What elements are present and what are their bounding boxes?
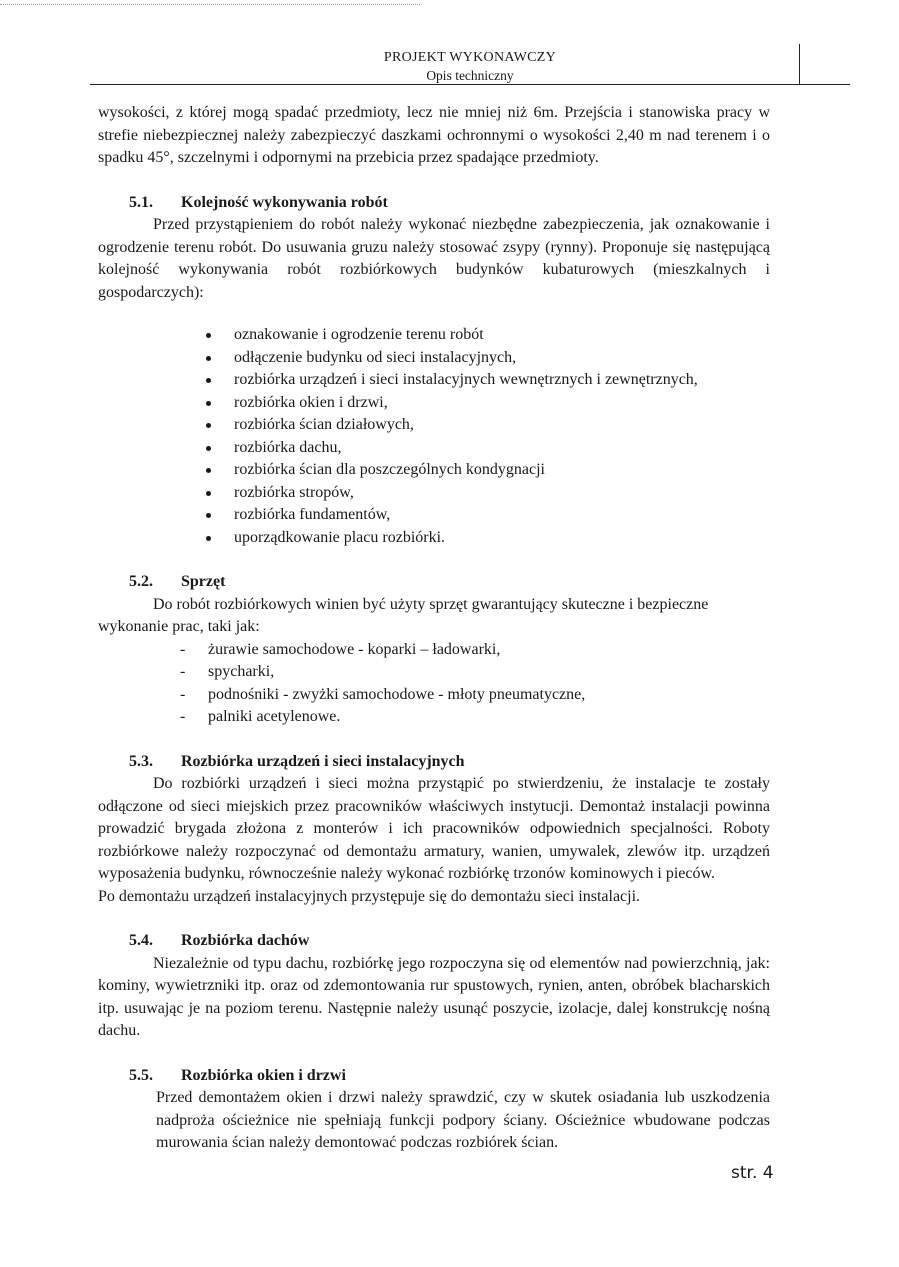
section-heading [129,571,770,594]
section-heading [129,930,770,953]
section-paragraph: Do rozbiórki urządzeń i sieci można przystąpić po stwierdzeniu, że instalacje te zostały odłączone od sieci miejskich przez pracowników właściwych instytucji. Demontaż instalacji powinna prowadzić brygada złożona z monterów i ich pracowników odpowiednich specjalności. Roboty rozbiórkowe należy rozpoczynać od demontażu armatury, wanien, umywalek, zlewów itp. urządzeń wyposażenia budynku, równocześnie należy wykonać rozbiórkę trzonów kominowych i pieców. [98,775,770,882]
section-paragraph: Przed demontażem okien i drzwi należy sprawdzić, czy w skutek osiadania lub uszkodzenia nadproża ościeżnice nie spełniają funkcji podpory ściany. Ościeżnice wbudowane podczas murowania ścian należy demontować podczas rozbiórek ścian. [156,1089,770,1151]
section-5-2 [98,571,770,729]
section-5-4 [98,930,770,1043]
list-item: rozbiórka dachu, [206,437,770,460]
list-item: - spycharki, [178,661,770,684]
header-title: PROJEKT WYKONAWCZY [383,50,557,65]
dash-list [98,639,770,729]
list-item: rozbiórka fundamentów, [206,504,770,527]
section-title: Rozbiórka urządzeń i sieci instalacyjnych [181,752,465,770]
bullet-list [98,324,770,549]
section-number: 5.1. [129,193,153,211]
section-5-5 [98,1065,770,1155]
document-body [98,102,770,1155]
list-item: - żurawie samochodowe - koparki – ładowarki, [178,639,770,662]
header-rule [90,84,850,85]
section-title: Rozbiórka okien i drzwi [181,1066,346,1084]
scan-artifact-line [0,4,420,5]
section-number: 5.2. [129,573,153,590]
list-item: uporządkowanie placu rozbiórki. [206,527,770,550]
section-heading [129,1065,770,1088]
list-item: oznakowanie i ogrodzenie terenu robót [206,324,770,347]
section-title: Kolejność wykonywania robót [181,193,388,211]
section-title: Rozbiórka dachów [181,932,310,949]
section-title: Sprzęt [181,573,226,590]
section-paragraph: Niezależnie od typu dachu, rozbiórkę jego rozpoczyna się od elementów nad powierzchnią, jak: kominy, wywietrzniki itp. oraz od zdemontowania rur spustowych, rynien, anten, obróbek blacharskich itp. usuwając je na poziom terenu. Następnie należy usunąć poszycie, izolacje, dalej konstrukcję nośną dachu. [98,954,770,1039]
list-item: odłączenie budynku od sieci instalacyjnych, [206,347,770,370]
list-item: rozbiórka ścian działowych, [206,414,770,437]
section-5-3 [98,751,770,909]
page-number: str. 4 [731,1163,774,1183]
section-paragraph-2: Po demontażu urządzeń instalacyjnych przystępuje się do demontażu sieci instalacji. [98,887,641,905]
intro-paragraph: wysokości, z której mogą spadać przedmioty, lecz nie mniej niż 6m. Przejścia i stanowiska pracy w strefie niebezpiecznej należy zabezpieczyć daszkami ochronnymi o wysokości 2,40 m nad terenem i o spadku 45°, szczelnymi i odpornymi na przebicia przez spadające przedmioty. [98,104,770,166]
section-heading [129,192,770,215]
header-vertical-mark [799,44,800,84]
section-number: 5.4. [129,932,153,949]
section-number: 5.3. [129,752,153,770]
list-item: rozbiórka okien i drzwi, [206,392,770,415]
list-item: rozbiórka ścian dla poszczególnych kondygnacji [206,459,770,482]
list-item: rozbiórka urządzeń i sieci instalacyjnych wewnętrznych i zewnętrznych, [206,369,770,392]
header-subtitle: Opis techniczny [426,68,514,83]
section-number: 5.5. [129,1066,153,1084]
list-item: rozbiórka stropów, [206,482,770,505]
list-item: - palniki acetylenowe. [178,706,770,729]
list-item: - podnośniki - zwyżki samochodowe - młoty pneumatyczne, [178,684,770,707]
page-header [90,50,850,86]
section-heading [129,751,770,774]
section-paragraph: Do robót rozbiórkowych winien być użyty sprzęt gwarantujący skuteczne i bezpieczne wykonanie prac, taki jak: [98,595,709,635]
section-paragraph: Przed przystąpieniem do robót należy wykonać niezbędne zabezpieczenia, jak oznakowanie i ogrodzenie terenu robót. Do usuwania gruzu należy stosować zsypy (rynny). Proponuje się następującą kolejność wykonywania robót rozbiórkowych budynków kubaturowych (mieszkalnych i gospodarczych): [98,216,770,301]
section-5-1 [98,192,770,550]
